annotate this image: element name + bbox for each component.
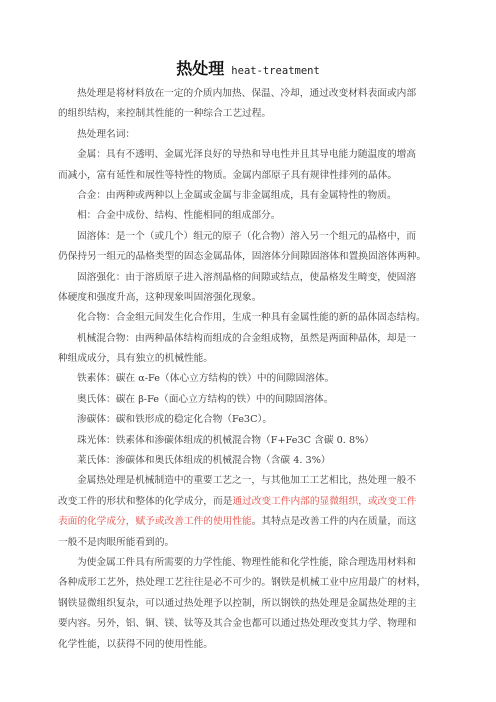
text-line: 固溶强化：由于溶质原子进入溶剂晶格的间隙或结点，使晶格发生畸变，使固溶 — [77, 271, 417, 283]
text-line: 金属：具有不透明、金属光泽良好的导热和导电性并且其导电能力随温度的增高 — [77, 149, 417, 161]
text-line: 改变工件的形状和整体的化学成分，而是通过改变工件内部的显微组织，或改变工件 — [58, 495, 417, 507]
text-line: 仍保持另一组元的晶格类型的固态金属晶体，固溶体分间隙固溶体和置换固溶体两种。 — [58, 251, 427, 263]
text-line: 种组成成分，具有独立的机械性能。 — [58, 353, 213, 365]
text-line: 固溶体：是一个（或几个）组元的原子（化合物）溶入另一个组元的晶格中，而 — [77, 230, 417, 242]
text-line: 表面的化学成分，赋予或改善工件的使用性能。其特点是改善工件的内在质量，而这 — [58, 516, 417, 528]
text-line: 铁素体：碳在 α-Fe（体心立方结构的铁）中的间隙固溶体。 — [77, 373, 335, 385]
text-line: 要内容。另外，铝、铜、镁、钛等及其合金也都可以通过热处理改变其力学、物理和 — [58, 618, 417, 630]
text-line: 体硬度和强度升高，这种现象叫固溶强化现象。 — [58, 291, 262, 303]
page-title — [0, 56, 496, 79]
highlighted-text: 表面的化学成分，赋予或改善工件的使用性能 — [58, 516, 252, 528]
highlighted-text: 通过改变工件内部的显微组织，或改变工件 — [232, 495, 417, 507]
text-line: 渗碳体：碳和铁形成的稳定化合物（Fe3C）。 — [77, 414, 273, 426]
text-line: 合金：由两种或两种以上金属或金属与非金属组成，具有金属特性的物质。 — [77, 189, 397, 201]
text-line: 为使金属工件具有所需要的力学性能、物理性能和化学性能，除合理选用材料和 — [77, 556, 417, 568]
text-line: 机械混合物：由两种晶体结构而组成的合金组成物，虽然是两面种晶体，却是一 — [77, 332, 417, 344]
text-line: 化学性能，以获得不同的使用性能。 — [58, 638, 213, 650]
title-english: heat-treatment — [231, 65, 320, 77]
text-line: 钢铁显微组织复杂，可以通过热处理予以控制，所以钢铁的热处理是金属热处理的主 — [58, 597, 417, 609]
text-line: 而减小，富有延性和展性等特性的物质。金属内部原子具有规律性排列的晶体。 — [58, 169, 398, 181]
text-line: 化合物：合金组元间发生化合作用，生成一种具有金属性能的新的晶体固态结构。 — [77, 312, 426, 324]
text-line: 各种成形工艺外，热处理工艺往往是必不可少的。钢铁是机械工业中应用最广的材料， — [58, 577, 427, 589]
title-chinese: 热处理 — [176, 59, 225, 78]
text-line: 莱氏体：渗碳体和奥氏体组成的机械混合物（含碳 4. 3%） — [77, 455, 331, 467]
text-line: 珠光体：铁素体和渗碳体组成的机械混合物（F+Fe3C 含碳 0. 8%） — [77, 434, 374, 446]
document-body — [58, 84, 442, 655]
text-line: 热处理是将材料放在一定的介质内加热、保温、冷却，通过改变材料表面或内部 — [77, 88, 417, 99]
text-line: 奥氏体：碳在 β-Fe（面心立方结构的铁）中的间隙固溶体。 — [77, 393, 334, 405]
text-line: 一般不是肉眼所能看到的。 — [58, 536, 175, 548]
text-line: 金属热处理是机械制造中的重要工艺之一，与其他加工工艺相比，热处理一般不 — [77, 475, 417, 487]
text-line: 的组织结构，来控制其性能的一种综合工艺过程。 — [58, 108, 272, 120]
text-line: 相：合金中成份、结构、性能相同的组成部分。 — [77, 210, 281, 222]
text-line: 热处理名词： — [77, 128, 136, 140]
